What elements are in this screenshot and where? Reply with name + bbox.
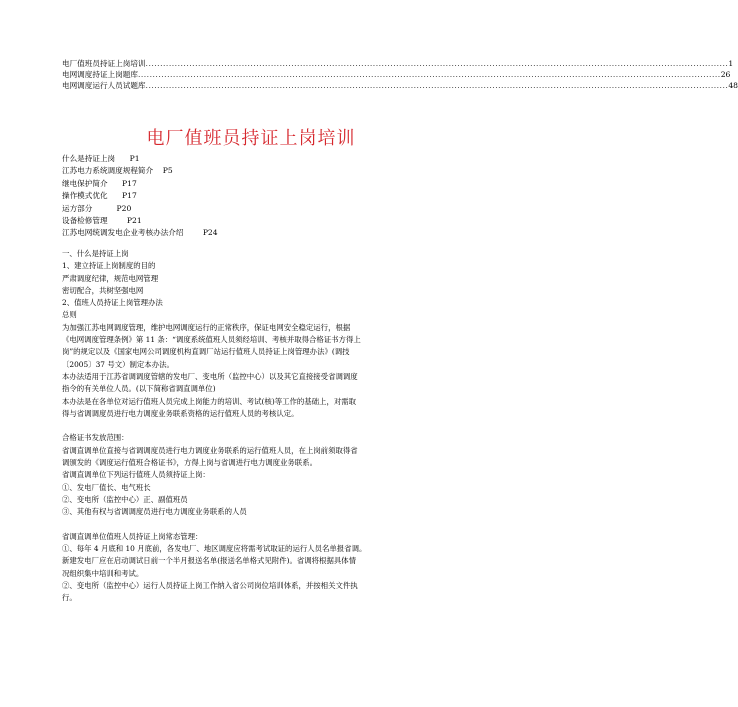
paragraph-line: 本办法是在各单位对运行值班人员完成上岗能力的培训、考试(核)等工作的基础上，对需取	[62, 396, 357, 406]
outline-item-title: 运方部分	[62, 203, 93, 213]
paragraph-line: 1、建立持证上岗制度的目的	[62, 261, 156, 271]
outline-item-page: P17	[122, 178, 137, 188]
outline-item-title: 什么是持证上岗	[62, 154, 116, 163]
toc-leader-dots: ........................................................................................................................................................................................................	[145, 59, 729, 68]
paragraph-line: 新建发电厂应在启动调试日前一个半月报送名单(报送名单格式见附件)。省调将根据具体情	[62, 556, 357, 566]
paragraph-line: ①、每年 4 月底和 10 月底前，各发电厂、地区调度应将需考试取证的运行人员名单报省调。	[62, 544, 367, 554]
outline-item	[62, 153, 440, 165]
paragraph-line: 〔2005〕37 号文）制定本办法。	[62, 359, 174, 369]
outline-item	[62, 227, 440, 239]
toc-entry-title: 电厂值班员持证上岗培训	[62, 59, 146, 68]
toc-leader-dots: ........................................................................................................................................................................................................	[145, 81, 729, 90]
paragraph-line: 省调直调单位值班人员持证上岗常态管理：	[62, 531, 203, 541]
table-of-contents	[62, 58, 738, 91]
paragraph-line: 况组织集中培训和考试。	[62, 568, 144, 578]
toc-entry-page: 26	[720, 70, 731, 79]
paragraph-gap	[62, 519, 440, 531]
paragraph-line: 2、值班人员持证上岗管理办法	[62, 298, 163, 308]
outline-item	[62, 165, 440, 177]
outline-item	[62, 178, 440, 190]
paragraph-gap	[62, 420, 440, 432]
toc-entry-title: 电网调度运行人员试题库	[62, 81, 146, 90]
paragraph-line: 严肃调度纪律，规范电网管理	[62, 273, 159, 283]
paragraph-line: ③、其他有权与省调调度员进行电力调度业务联系的人员	[62, 507, 247, 517]
chapter-outline	[62, 153, 440, 240]
outline-item-title: 操作模式优化	[62, 191, 108, 201]
outline-item-page: P1	[129, 154, 140, 163]
outline-item	[62, 190, 440, 202]
toc-entry-title: 电网调度持证上岗题库	[62, 70, 138, 79]
outline-item-page: P20	[116, 203, 132, 213]
paragraph-line: ②、变电所（监控中心）运行人员持证上岗工作纳入省公司岗位培训体系，并按相关文件执	[62, 581, 358, 591]
toc-entry-page: 1	[728, 59, 734, 68]
outline-item-page: P21	[126, 216, 142, 226]
paragraph-line: 省调直调单位直接与省调调度员进行电力调度业务联系的运行值班人员，在上岗前须取得省	[62, 445, 358, 455]
toc-entry[interactable]	[62, 58, 734, 69]
outline-item-page: P24	[202, 228, 218, 238]
outline-item-title: 设备检修管理	[62, 216, 108, 226]
toc-entry[interactable]	[62, 69, 731, 80]
paragraph-line: 一、什么是持证上岗	[62, 249, 129, 258]
paragraph-line: 指令的有关单位人员。(以下简称省调直调单位)	[62, 384, 216, 394]
paragraph-line: 行。	[62, 593, 77, 603]
paragraph-line: 得与省调调度员进行电力调度业务联系资格的运行值班人员的考核认定。	[62, 408, 299, 418]
outline-item	[62, 203, 440, 215]
outline-item-page: P17	[122, 191, 137, 201]
toc-leader-dots: ........................................................................................................................................................................................................	[137, 70, 721, 79]
paragraph-line: 为加强江苏电网调度管理，维护电网调度运行的正常秩序，保证电网安全稳定运行，根据	[62, 322, 351, 332]
body-text	[62, 248, 440, 605]
paragraph-line: ②、变电所（监控中心）正、副值班员	[62, 494, 188, 504]
toc-entry[interactable]	[62, 80, 738, 91]
paragraph-line: 《电网调度管理条例》第 11 条：“调度系统值班人员须经培训、考核并取得合格证书方得上	[62, 335, 361, 345]
paragraph-line: 合格证书发放范围：	[62, 433, 129, 443]
page-title: 电厂值班员持证上岗培训	[146, 128, 356, 149]
paragraph-line: ①、发电厂值长、电气班长	[62, 482, 151, 492]
outline-item-page: P5	[162, 166, 173, 176]
paragraph-line: 岗”的规定以及《国家电网公司调度机构直调厂站运行值班人员持证上岗管理办法》(调技	[62, 347, 350, 357]
outline-item	[62, 215, 440, 227]
paragraph-line: 本办法适用于江苏省调调度管辖的发电厂、变电所（监控中心）以及其它直接接受省调调度	[62, 371, 358, 381]
paragraph-line: 总则	[62, 310, 77, 320]
outline-item-title: 继电保护简介	[62, 178, 108, 188]
outline-item-title: 江苏电网统调发电企业考核办法介绍	[62, 228, 184, 238]
paragraph-line: 密切配合，共树坚强电网	[62, 285, 144, 295]
outline-item-title: 江苏电力系统调度规程简介	[62, 166, 154, 176]
paragraph-line: 省调直调单位下列运行值班人员须持证上岗：	[62, 470, 210, 480]
paragraph-line: 调颁发的《调度运行值班合格证书》，方得上岗与省调进行电力调度业务联系。	[62, 458, 317, 468]
toc-entry-page: 48	[728, 81, 738, 90]
